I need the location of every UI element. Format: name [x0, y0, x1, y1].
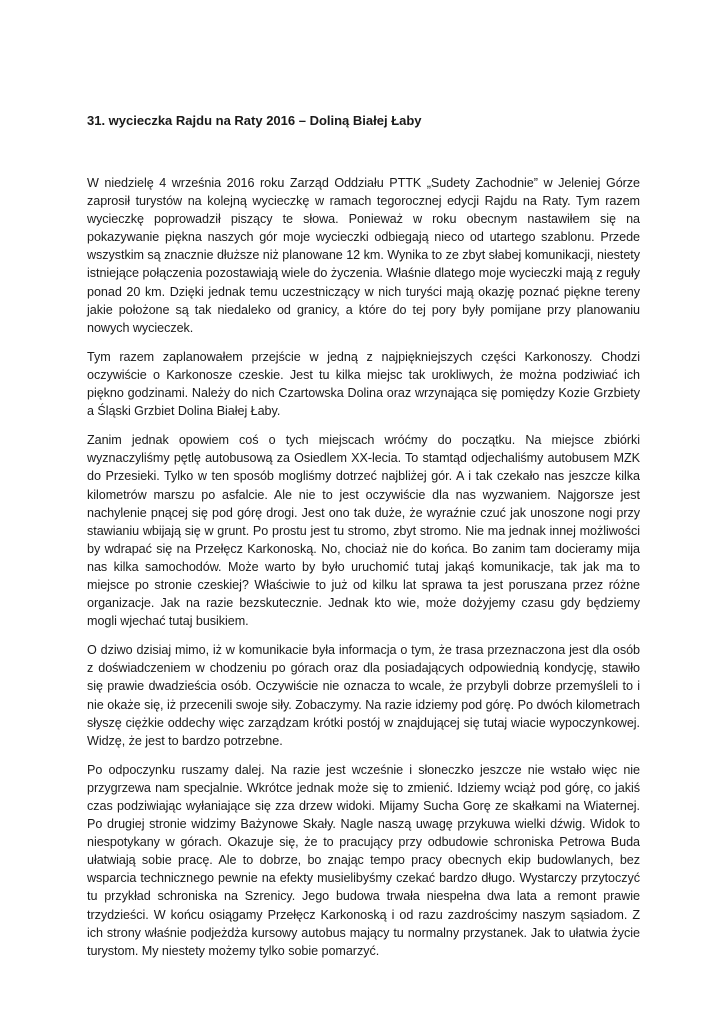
- paragraph-4: O dziwo dzisiaj mimo, iż w komunikacie była informacja o tym, że trasa przeznaczona jest dla osób z doświadczeniem w chodzeniu po górach oraz dla posiadających odpowiednią kondycję, stawiło się prawie dwadzieścia osób. Oczywiście nie oznacza to wcale, że przybyli dobrze przemyśleli to i nie okaże się, iż przecenili swoje siły. Zobaczymy. Na razie idziemy pod górę. Po dwóch kilometrach słyszę ciężkie oddechy więc zarządzam krótki postój w znajdującej się tutaj wiacie wypoczynkowej. Widzę, że jest to bardzo potrzebne.: [87, 643, 640, 748]
- paragraph-1: W niedzielę 4 września 2016 roku Zarząd Oddziału PTTK „Sudety Zachodnie” w Jeleniej Górze zaprosił turystów na kolejną wycieczkę w ramach tegorocznej edycji Rajdu na Raty. Tym razem wycieczkę poprowadził piszący te słowa. Ponieważ w roku obecnym nastawiłem się na pokazywanie piękna naszych gór moje wycieczki odbiegają nieco od utartego szablonu. Przede wszystkim są znacznie dłuższe niż planowane 12 km. Wynika to ze zbyt słabej komunikacji, niestety istniejące połączenia pozostawiają wiele do życzenia. Właśnie dlatego moje wycieczki mają z reguły ponad 20 km. Dzięki jednak temu uczestniczący w nich turyści mają okazję poznać piękne tereny jakie położone są tak niedaleko od granicy, a które do tej pory były pomijane przy planowaniu nowych wycieczek.: [87, 176, 640, 335]
- document-title: 31. wycieczka Rajdu na Raty 2016 – Doliną Białej Łaby: [87, 113, 422, 128]
- paragraph-3: Zanim jednak opowiem coś o tych miejscach wróćmy do początku. Na miejsce zbiórki wyznaczyliśmy pętlę autobusową za Osiedlem XX-lecia. To stamtąd odjechaliśmy autobusem MZK do Przesieki. Tylko w ten sposób mogliśmy dotrzeć najbliżej gór. A i tak czekało nas jeszcze kilka kilometrów marszu po asfalcie. Ale nie to jest oczywiście dla nas wyzwaniem. Najgorsze jest nachylenie pnącej się pod górę drogi. Jest ono tak duże, że wyraźnie czuć jak unoszone nogi przy stawianiu wbijają się w grunt. Po prostu jest tu stromo, zbyt stromo. Nie ma jednak innej możliwości by wdrapać się na Przełęcz Karkonoską. No, chociaż nie do końca. Bo zanim tam docieramy mija nas kilka samochodów. Może warto by było uruchomić tutaj jakąś komunikacje, tak jak ma to miejsce po stronie czeskiej? Właściwie to już od kilku lat sprawa ta jest poruszana przez różne organizacje. Jak na razie bezskutecznie. Jednak kto wie, może dożyjemy czasu gdy będziemy mogli wjechać tutaj busikiem.: [87, 433, 640, 629]
- paragraph-2: Tym razem zaplanowałem przejście w jedną z najpiękniejszych części Karkonoszy. Chodzi oczywiście o Karkonosze czeskie. Jest tu kilka miejsc tak urokliwych, że można podziwiać ich piękno godzinami. Należy do nich Czartowska Dolina oraz wrzynająca się pomiędzy Kozie Grzbiety a Śląski Grzbiet Dolina Białej Łaby.: [87, 349, 640, 419]
- document-body: [87, 112, 640, 971]
- paragraph-5: Po odpoczynku ruszamy dalej. Na razie jest wcześnie i słoneczko jeszcze nie wstało więc nie przygrzewa nam specjalnie. Wkrótce jednak może się to zmienić. Idziemy wciąż pod górę, co jakiś czas podziwiając wyłaniające się zza drzew widoki. Mijamy Sucha Gorę ze skałkami na Wiaternej. Po drugiej stronie widzimy Bażynowe Skały. Nagle naszą uwagę przykuwa wielki dźwig. Widok to niespotykany w górach. Okazuje się, że to pracujący przy odbudowie schroniska Petrowa Buda ułatwiają sobie pracę. Ale to dobrze, bo znając tempo pracy obecnych ekip budowlanych, bez wsparcia technicznego pewnie na efekty musielibyśmy czekać bardzo długo. Wystarczy przytoczyć tu przykład schroniska na Szrenicy. Jego budowa trwała niespełna dwa lata a remont prawie trzydzieści. W końcu osiągamy Przełęcz Karkonoską i od razu zazdrościmy naszym sąsiadom. Z ich strony właśnie podjeżdża kursowy autobus mający tu normalny przystanek. Jak to ułatwia życie turystom. My niestety możemy tylko sobie pomarzyć.: [87, 762, 640, 958]
